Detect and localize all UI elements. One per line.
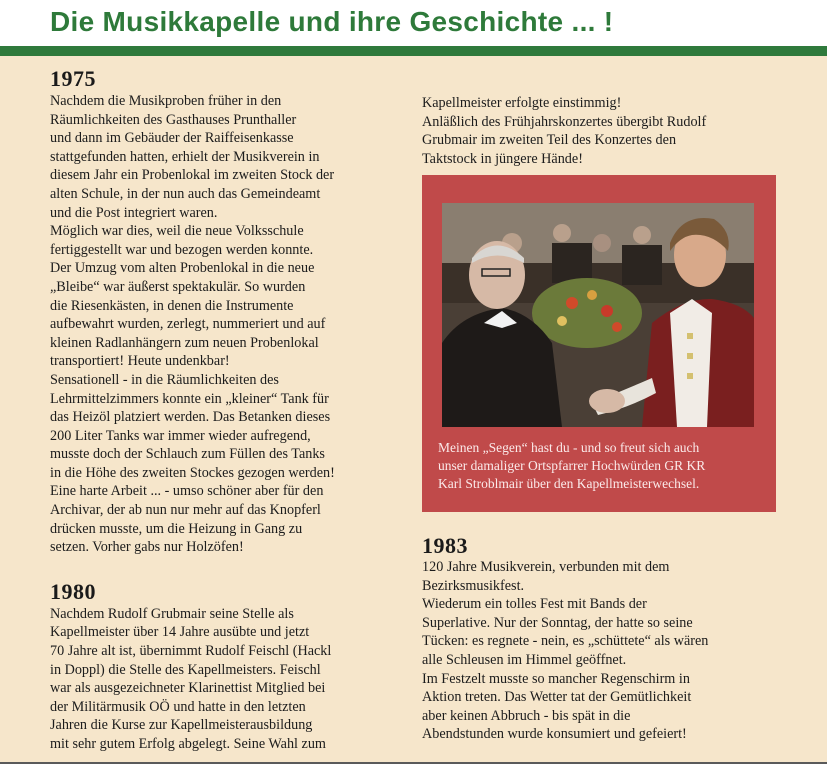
photo-illustration [442,203,754,427]
text-1975: Nachdem die Musikproben früher in den Räumlichkeiten des Gasthauses Prunthaller und dann im Gebäuder der Raiffeisenkasse stattgefunden hatten, erhielt der Musikverein in diesem Jahr ein Probenlokal im zweiten Stock der alten Schule, in der nun auch das Gemeindeamt und die Post integriert waren. Möglich war dies, weil die neue Volksschule fertiggestellt war und bezogen werden konnte. Der Umzug vom alten Probenlokal in die neue „Bleibe“ war äußerst spektakulär. So wurden die Riesenkästen, in denen die Instrumente aufbewahrt wurden, zerlegt, nummeriert und auf kleinen Radlanhängern zum neuen Probenlokal transportiert! Heute undenkbar! Sensationell - in die Räumlichkeiten des Lehrmittelzimmers konnte ein „kleiner“ Tank für das Heizöl platziert werden. Das Betanken dieses 200 Liter Tanks war immer wieder aufregend, musste doch der Schlauch zum Füllen des Tanks in die Höhe des zweiten Stockes gezogen werden! Eine harte Arbeit ... - umso schöner aber für den Archivar, der ab nun nur mehr auf das Knopferl drücken musste, um die Heizung in Gang zu setzen. Vorher gabs nur Holzöfen! [50,93,335,556]
photo-frame [422,175,776,512]
title-underline-bar [0,46,827,56]
bottom-rule [0,762,827,764]
text-1980-continued: Kapellmeister erfolgte einstimmig! Anläßlich des Frühjahrskonzertes übergibt Rudolf Grubmair im zweiten Teil des Konzertes den Taktstock in jüngere Hände! [422,95,707,167]
left-column [50,66,410,754]
page-title: Die Musikkapelle und ihre Geschichte ... ! [50,6,614,37]
text-1980: Nachdem Rudolf Grubmair seine Stelle als Kapellmeister über 14 Jahre ausübte und jetzt 70 Jahre alt ist, übernimmt Rudolf Feischl (Hackl in Doppl) die Stelle des Kapellmeisters. Feischl war als ausgezeichneter Klarinettist Mitglied bei der Militärmusik OÖ und hatte in den letzten Jahren die Kurse zur Kapellmeisterausbildung mit sehr gutem Erfolg abgelegt. Seine Wahl zum [50,605,332,752]
year-heading-1980: 1980 [50,578,96,604]
right-column-continued [422,94,802,168]
photo-caption: Meinen „Segen“ hast du - und so freut sich auch unser damaliger Ortspfarrer Hochwürden GR KR Karl Stroblmair über den Kapellmeisterwechsel. [438,440,706,491]
text-1983: 120 Jahre Musikverein, verbunden mit dem Bezirksmusikfest. Wiederum ein tolles Fest mit Bands der Superlative. Nur der Sonntag, der hatte so seine Tücken: es regnete - nein, es „schüttete“ als wären alle Schleusen im Himmel geöffnet. Im Festzelt musste so mancher Regenschirm in Aktion treten. Das Wetter tat der Gemütlichkeit aber keinen Abbruch - bis spät in die Abendstunden wurde konsumiert und gefeiert! [422,559,709,743]
photo-handshake [442,203,754,427]
year-heading-1983: 1983 [422,533,468,558]
year-heading-1975: 1975 [50,66,96,91]
